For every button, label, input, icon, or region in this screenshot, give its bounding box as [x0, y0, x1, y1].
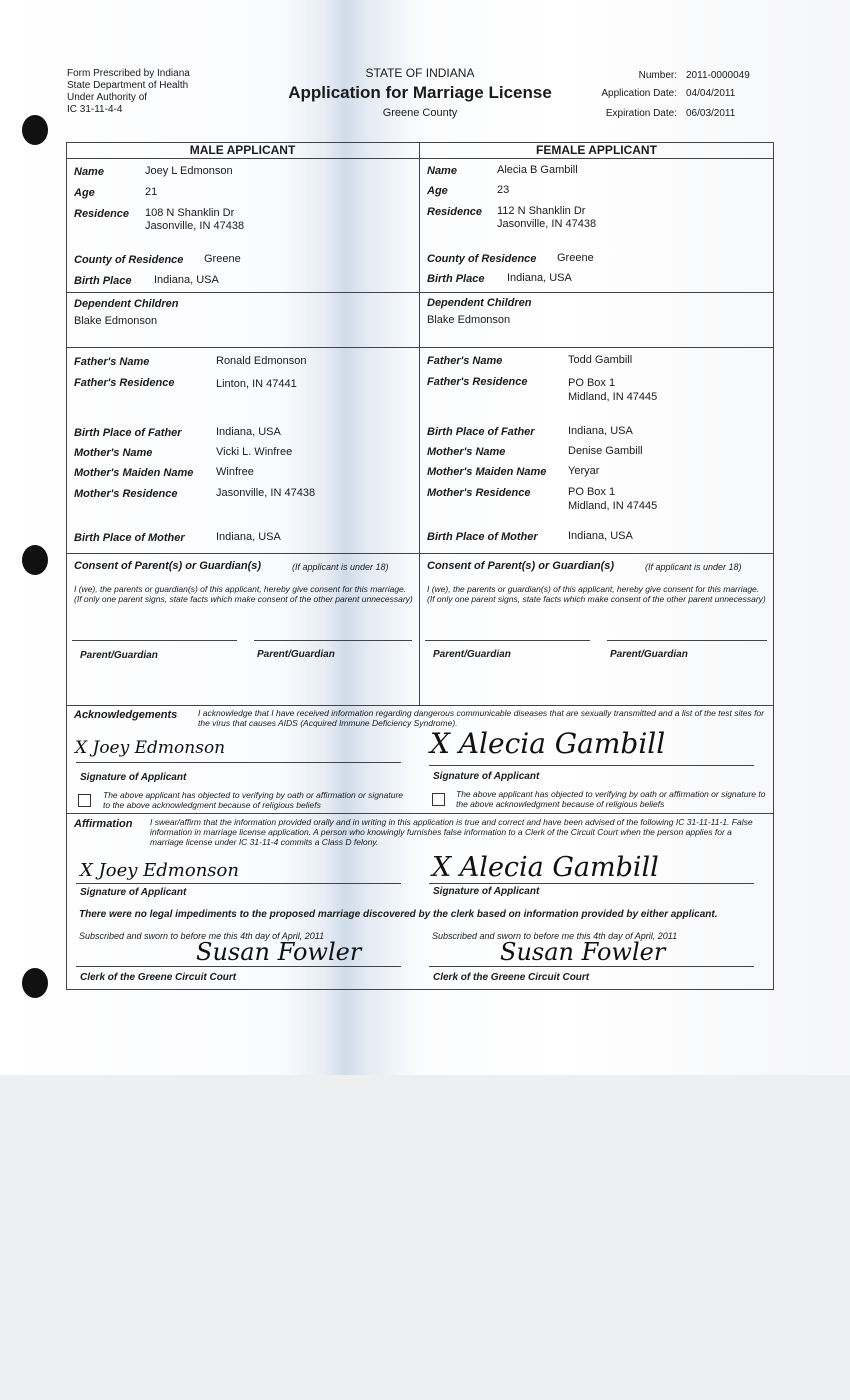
- female-residence-label: Residence: [427, 206, 483, 218]
- form-prescribed-note: Form Prescribed by Indiana State Department of Health Under Authority of IC 31-11-4-4: [67, 68, 190, 115]
- male-mother-name-label: Mother's Name: [74, 447, 153, 459]
- female-parent-guardian-1: Parent/Guardian: [433, 649, 511, 660]
- number-label: Number:: [638, 70, 677, 81]
- frame-line: [66, 705, 774, 706]
- female-birth-place-label: Birth Place: [427, 273, 485, 285]
- female-mother-residence-line1: PO Box 1: [568, 486, 616, 498]
- female-consent-note: (If applicant is under 18): [645, 562, 742, 572]
- female-religious-objection-checkbox[interactable]: [432, 793, 445, 806]
- female-religious-objection-text: The above applicant has objected to verifying by oath or affirmation or signature to the above acknowledgment because of religious beliefs: [456, 789, 766, 809]
- male-parent-guardian-1: Parent/Guardian: [80, 650, 158, 661]
- male-mother-birth: Indiana, USA: [216, 531, 281, 543]
- female-mother-name-label: Mother's Name: [427, 446, 506, 458]
- male-father-name: Ronald Edmonson: [216, 355, 307, 367]
- male-ack-signature: X Joey Edmonson: [75, 738, 226, 758]
- male-mother-name: Vicki L. Winfree: [216, 446, 293, 458]
- female-ack-signature: X Alecia Gambill: [430, 727, 666, 760]
- signature-line: [429, 883, 754, 884]
- expiration-date: 06/03/2011: [686, 108, 736, 119]
- female-father-residence-label: Father's Residence: [427, 376, 528, 388]
- male-father-birth: Indiana, USA: [216, 426, 281, 438]
- acknowledgements-text: I acknowledge that I have received information regarding dangerous communicable diseases that are sexually transmitted and a list of the test sites for the virus that causes AIDS (Acquired Immune Deficiency Syndrome).: [198, 708, 765, 728]
- no-impediments-statement: There were no legal impediments to the proposed marriage discovered by the clerk based on information provided by either applicant.: [79, 909, 718, 920]
- male-parent-guardian-2: Parent/Guardian: [257, 649, 335, 660]
- female-name-label: Name: [427, 165, 457, 177]
- female-consent-text: I (we), the parents or guardian(s) of this applicant, hereby give consent for this marriage. (If only one parent signs, state facts which make consent of the other parent unnecessary): [427, 584, 766, 604]
- affirmation-text: I swear/affirm that the information provided orally and in writing in this application is true and correct and have been advised of the following IC 31-11-11-1. False information in marriage license application. A person who knowingly furnishes false information to a Clerk of the Circuit Court when the person applies for a marriage license under IC 31-11-4 commits a Class D felony.: [150, 817, 753, 847]
- male-name-label: Name: [74, 166, 104, 178]
- female-father-birth: Indiana, USA: [568, 425, 633, 437]
- male-consent-note: (If applicant is under 18): [292, 562, 389, 572]
- male-age-label: Age: [74, 187, 95, 199]
- application-date-label: Application Date:: [601, 88, 677, 99]
- female-mother-maiden-label: Mother's Maiden Name: [427, 466, 547, 478]
- frame-line: [773, 142, 774, 990]
- male-mother-birth-label: Birth Place of Mother: [74, 532, 185, 544]
- frame-line: [66, 158, 774, 159]
- female-parent-guardian-2: Parent/Guardian: [610, 649, 688, 660]
- male-signature-label: Signature of Applicant: [80, 772, 187, 783]
- frame-line: [66, 142, 67, 990]
- male-birth-place-label: Birth Place: [74, 275, 132, 287]
- clerk-label-right: Clerk of the Greene Circuit Court: [433, 972, 590, 983]
- frame-line: [66, 292, 774, 293]
- male-consent-heading: Consent of Parent(s) or Guardian(s): [74, 560, 262, 572]
- expiration-date-label: Expiration Date:: [605, 108, 677, 119]
- male-age: 21: [145, 186, 158, 198]
- female-father-name-label: Father's Name: [427, 355, 503, 367]
- male-mother-maiden-label: Mother's Maiden Name: [74, 467, 194, 479]
- male-dependents: Blake Edmonson: [74, 315, 158, 327]
- frame-line: [66, 347, 774, 348]
- male-residence-label: Residence: [74, 208, 130, 220]
- punch-hole: [22, 968, 48, 998]
- male-mother-residence: Jasonville, IN 47438: [216, 487, 316, 499]
- female-mother-birth-label: Birth Place of Mother: [427, 531, 538, 543]
- female-father-residence-line2: Midland, IN 47445: [568, 391, 658, 403]
- female-name: Alecia B Gambill: [497, 164, 578, 176]
- affirmation-heading: Affirmation: [74, 818, 133, 830]
- frame-line: [66, 989, 774, 990]
- female-age-label: Age: [427, 185, 448, 197]
- signature-line: [429, 966, 754, 967]
- frame-line: [419, 142, 420, 705]
- clerk-label-left: Clerk of the Greene Circuit Court: [80, 972, 237, 983]
- male-birth-place: Indiana, USA: [154, 274, 219, 286]
- male-father-residence: Linton, IN 47441: [216, 378, 297, 390]
- female-signature-label: Signature of Applicant: [433, 771, 540, 782]
- male-father-name-label: Father's Name: [74, 356, 150, 368]
- state-heading: STATE OF INDIANA: [365, 66, 475, 80]
- female-mother-birth: Indiana, USA: [568, 530, 633, 542]
- application-number: 2011-0000049: [686, 70, 750, 81]
- male-affirmation-signature-label: Signature of Applicant: [80, 887, 187, 898]
- acknowledgements-heading: Acknowledgements: [74, 709, 178, 721]
- female-age: 23: [497, 184, 510, 196]
- male-county: Greene: [204, 253, 241, 265]
- punch-hole: [22, 115, 48, 145]
- female-consent-heading: Consent of Parent(s) or Guardian(s): [427, 560, 615, 572]
- female-county: Greene: [557, 252, 594, 264]
- frame-line: [66, 813, 774, 814]
- female-mother-maiden: Yeryar: [568, 465, 600, 477]
- female-father-birth-label: Birth Place of Father: [427, 426, 535, 438]
- male-religious-objection-text: The above applicant has objected to verifying by oath or affirmation or signature to the above acknowledgment because of religious beliefs: [103, 790, 404, 810]
- signature-line: [425, 640, 590, 641]
- signature-line: [429, 765, 754, 766]
- application-date: 04/04/2011: [686, 88, 736, 99]
- county-heading: Greene County: [382, 107, 458, 119]
- female-father-residence-line1: PO Box 1: [568, 377, 616, 389]
- female-subscribed-text: Subscribed and sworn to before me this 4th day of April, 2011: [432, 931, 678, 941]
- signature-line: [76, 966, 401, 967]
- page-title: Application for Marriage License: [288, 83, 552, 102]
- female-birth-place: Indiana, USA: [507, 272, 572, 284]
- female-dependents-label: Dependent Children: [427, 297, 532, 309]
- female-mother-residence-line2: Midland, IN 47445: [568, 500, 658, 512]
- male-mother-residence-label: Mother's Residence: [74, 488, 178, 500]
- male-father-birth-label: Birth Place of Father: [74, 427, 182, 439]
- male-dependents-label: Dependent Children: [74, 298, 179, 310]
- male-consent-text: I (we), the parents or guardian(s) of this applicant, hereby give consent for this marriage. (If only one parent signs, state facts which make consent of the other parent unnecessary): [74, 584, 413, 604]
- male-religious-objection-checkbox[interactable]: [78, 794, 91, 807]
- frame-line: [66, 553, 774, 554]
- male-affirmation-signature: X Joey Edmonson: [80, 860, 239, 881]
- female-father-name: Todd Gambill: [568, 354, 633, 366]
- male-mother-maiden: Winfree: [216, 466, 254, 478]
- male-residence-line1: 108 N Shanklin Dr: [145, 207, 235, 219]
- female-affirmation-signature-label: Signature of Applicant: [433, 886, 540, 897]
- female-mother-name: Denise Gambill: [568, 445, 643, 457]
- female-mother-residence-label: Mother's Residence: [427, 487, 531, 499]
- signature-line: [72, 640, 237, 641]
- male-residence-line2: Jasonville, IN 47438: [145, 220, 245, 232]
- male-name: Joey L Edmonson: [145, 165, 233, 177]
- signature-line: [76, 883, 401, 884]
- clerk-signature-right: Susan Fowler: [500, 938, 666, 966]
- signature-line: [607, 640, 767, 641]
- signature-line: [76, 762, 401, 763]
- punch-hole: [22, 545, 48, 575]
- male-father-residence-label: Father's Residence: [74, 377, 175, 389]
- signature-line: [254, 640, 412, 641]
- clerk-signature-left: Susan Fowler: [196, 938, 362, 966]
- male-county-label: County of Residence: [74, 254, 184, 266]
- female-residence-line1: 112 N Shanklin Dr: [497, 205, 586, 217]
- female-affirmation-signature: X Alecia Gambill: [432, 852, 659, 883]
- female-residence-line2: Jasonville, IN 47438: [497, 218, 597, 230]
- male-subscribed-text: Subscribed and sworn to before me this 4th day of April, 2011: [79, 931, 325, 941]
- female-applicant-heading: FEMALE APPLICANT: [536, 143, 657, 157]
- female-dependents: Blake Edmonson: [427, 314, 511, 326]
- male-applicant-heading: MALE APPLICANT: [189, 143, 296, 157]
- female-county-label: County of Residence: [427, 253, 537, 265]
